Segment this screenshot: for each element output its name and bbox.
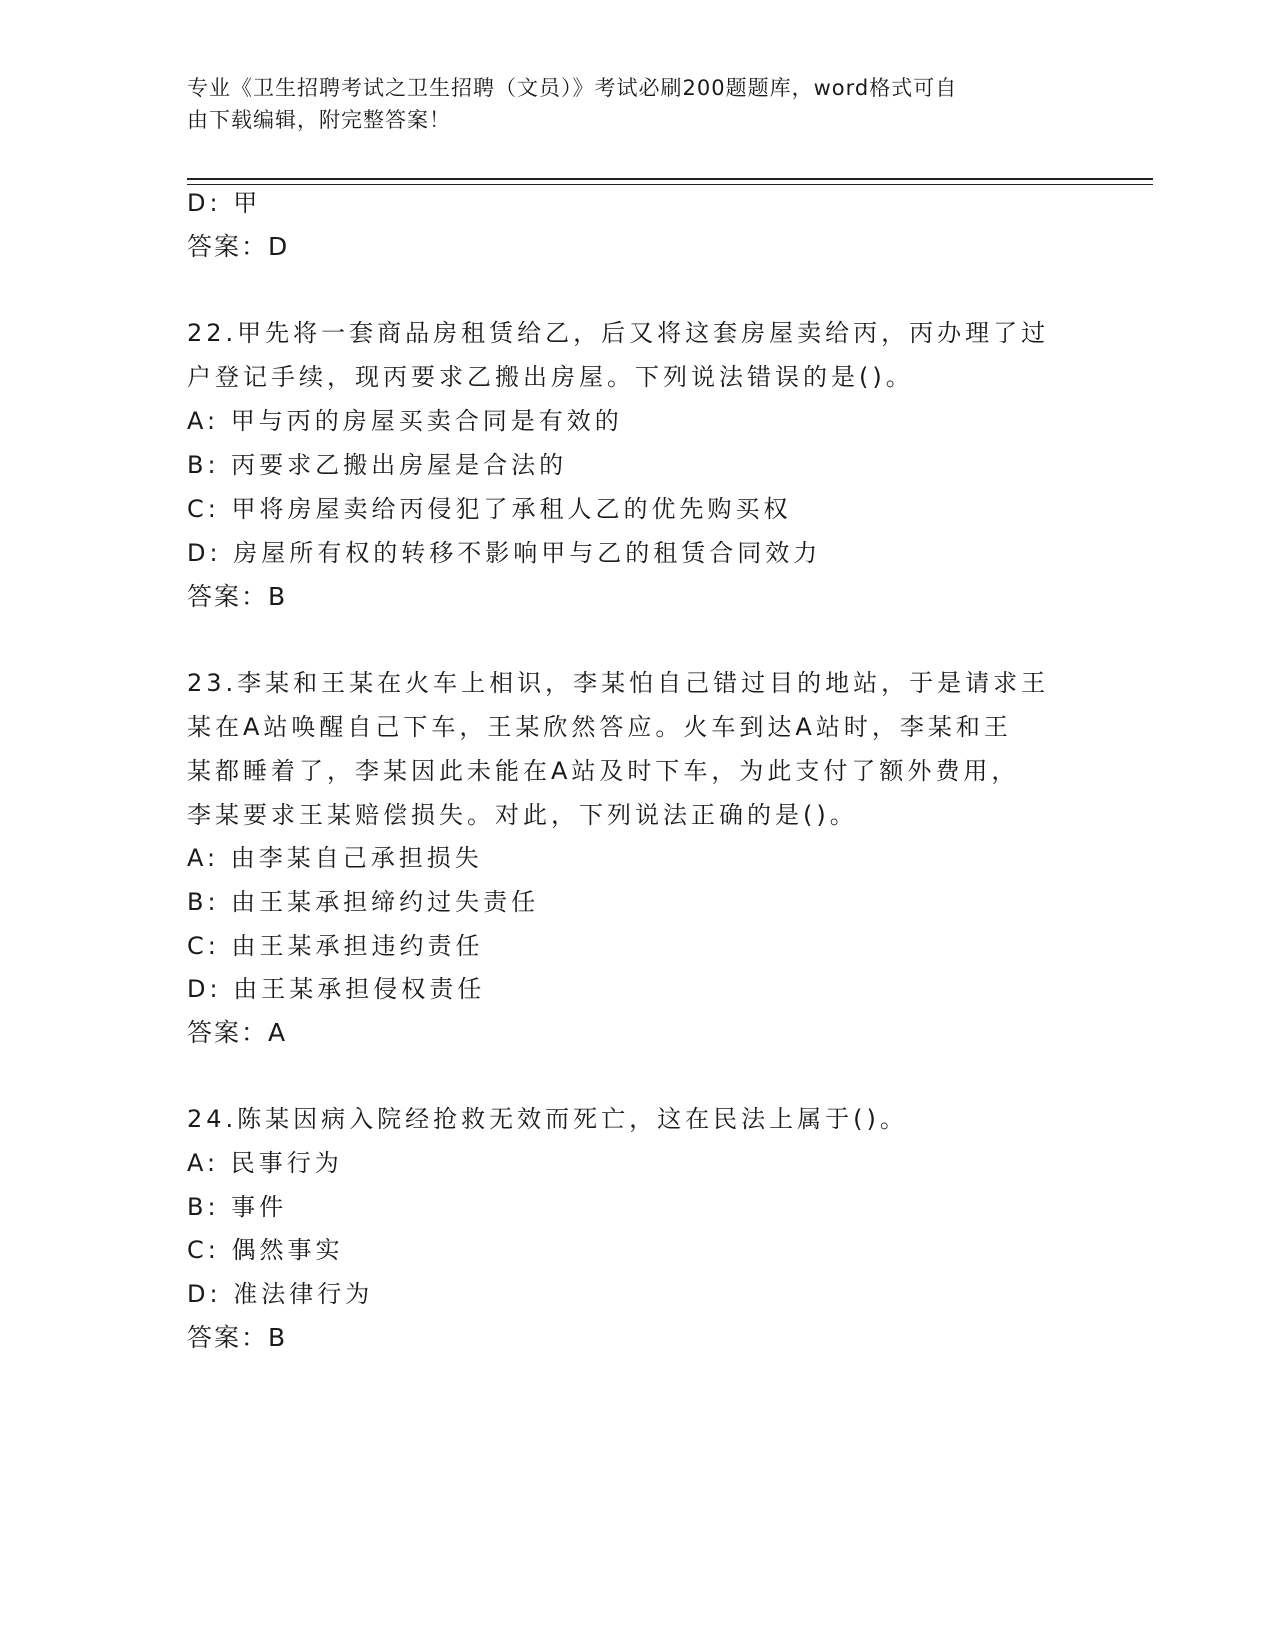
q24-stem-line-1: 24.陈某因病入院经抢救无效而死亡，这在民法上属于()。 (187, 1105, 908, 1133)
q22-stem-line-1: 22.甲先将一套商品房租赁给乙，后又将这套房屋卖给丙，丙办理了过 (187, 319, 1050, 347)
prev-answer: 答案：D (187, 232, 290, 261)
q22-answer: 答案：B (187, 582, 288, 611)
q23-option-d: D: 由王某承担侵权责任 (187, 975, 486, 1003)
q23-answer: 答案：A (187, 1018, 288, 1047)
q22-stem-line-2: 户登记手续，现丙要求乙搬出房屋。下列说法错误的是()。 (187, 363, 914, 391)
document-header (187, 72, 1087, 136)
q23-option-c: C: 由王某承担违约责任 (187, 932, 484, 960)
q23-stem-line-4: 李某要求王某赔偿损失。对此，下列说法正确的是()。 (187, 801, 858, 829)
prev-option-d: D: 甲 (187, 189, 262, 217)
header-line-2: 由下载编辑，附完整答案！ (187, 108, 451, 132)
q22-option-b: B: 丙要求乙搬出房屋是合法的 (187, 451, 568, 479)
q23-stem-line-1: 23.李某和王某在火车上相识，李某怕自己错过目的地站，于是请求王 (187, 669, 1050, 697)
q23-stem-line-3: 某都睡着了，李某因此未能在A站及时下车，为此支付了额外费用， (187, 757, 1020, 785)
q24-option-a: A: 民事行为 (187, 1149, 343, 1177)
q22-option-a: A: 甲与丙的房屋买卖合同是有效的 (187, 407, 623, 435)
q24-option-d: D: 准法律行为 (187, 1280, 374, 1308)
q23-option-a: A: 由李某自己承担损失 (187, 844, 483, 872)
header-divider-thin (187, 184, 1153, 185)
q24-option-b: B: 事件 (187, 1193, 288, 1221)
q22-option-c: C: 甲将房屋卖给丙侵犯了承租人乙的优先购买权 (187, 495, 792, 523)
q22-option-d: D: 房屋所有权的转移不影响甲与乙的租赁合同效力 (187, 539, 822, 567)
q23-option-b: B: 由王某承担缔约过失责任 (187, 888, 540, 916)
header-line-1: 专业《卫生招聘考试之卫生招聘（文员）》考试必刷200题题库，word格式可自 (187, 76, 958, 100)
q24-answer: 答案：B (187, 1323, 288, 1352)
q23-stem-line-2: 某在A站唤醒自己下车，王某欣然答应。火车到达A站时，李某和王 (187, 713, 1012, 741)
header-divider-thick (187, 178, 1153, 180)
q24-option-c: C: 偶然事实 (187, 1236, 344, 1264)
